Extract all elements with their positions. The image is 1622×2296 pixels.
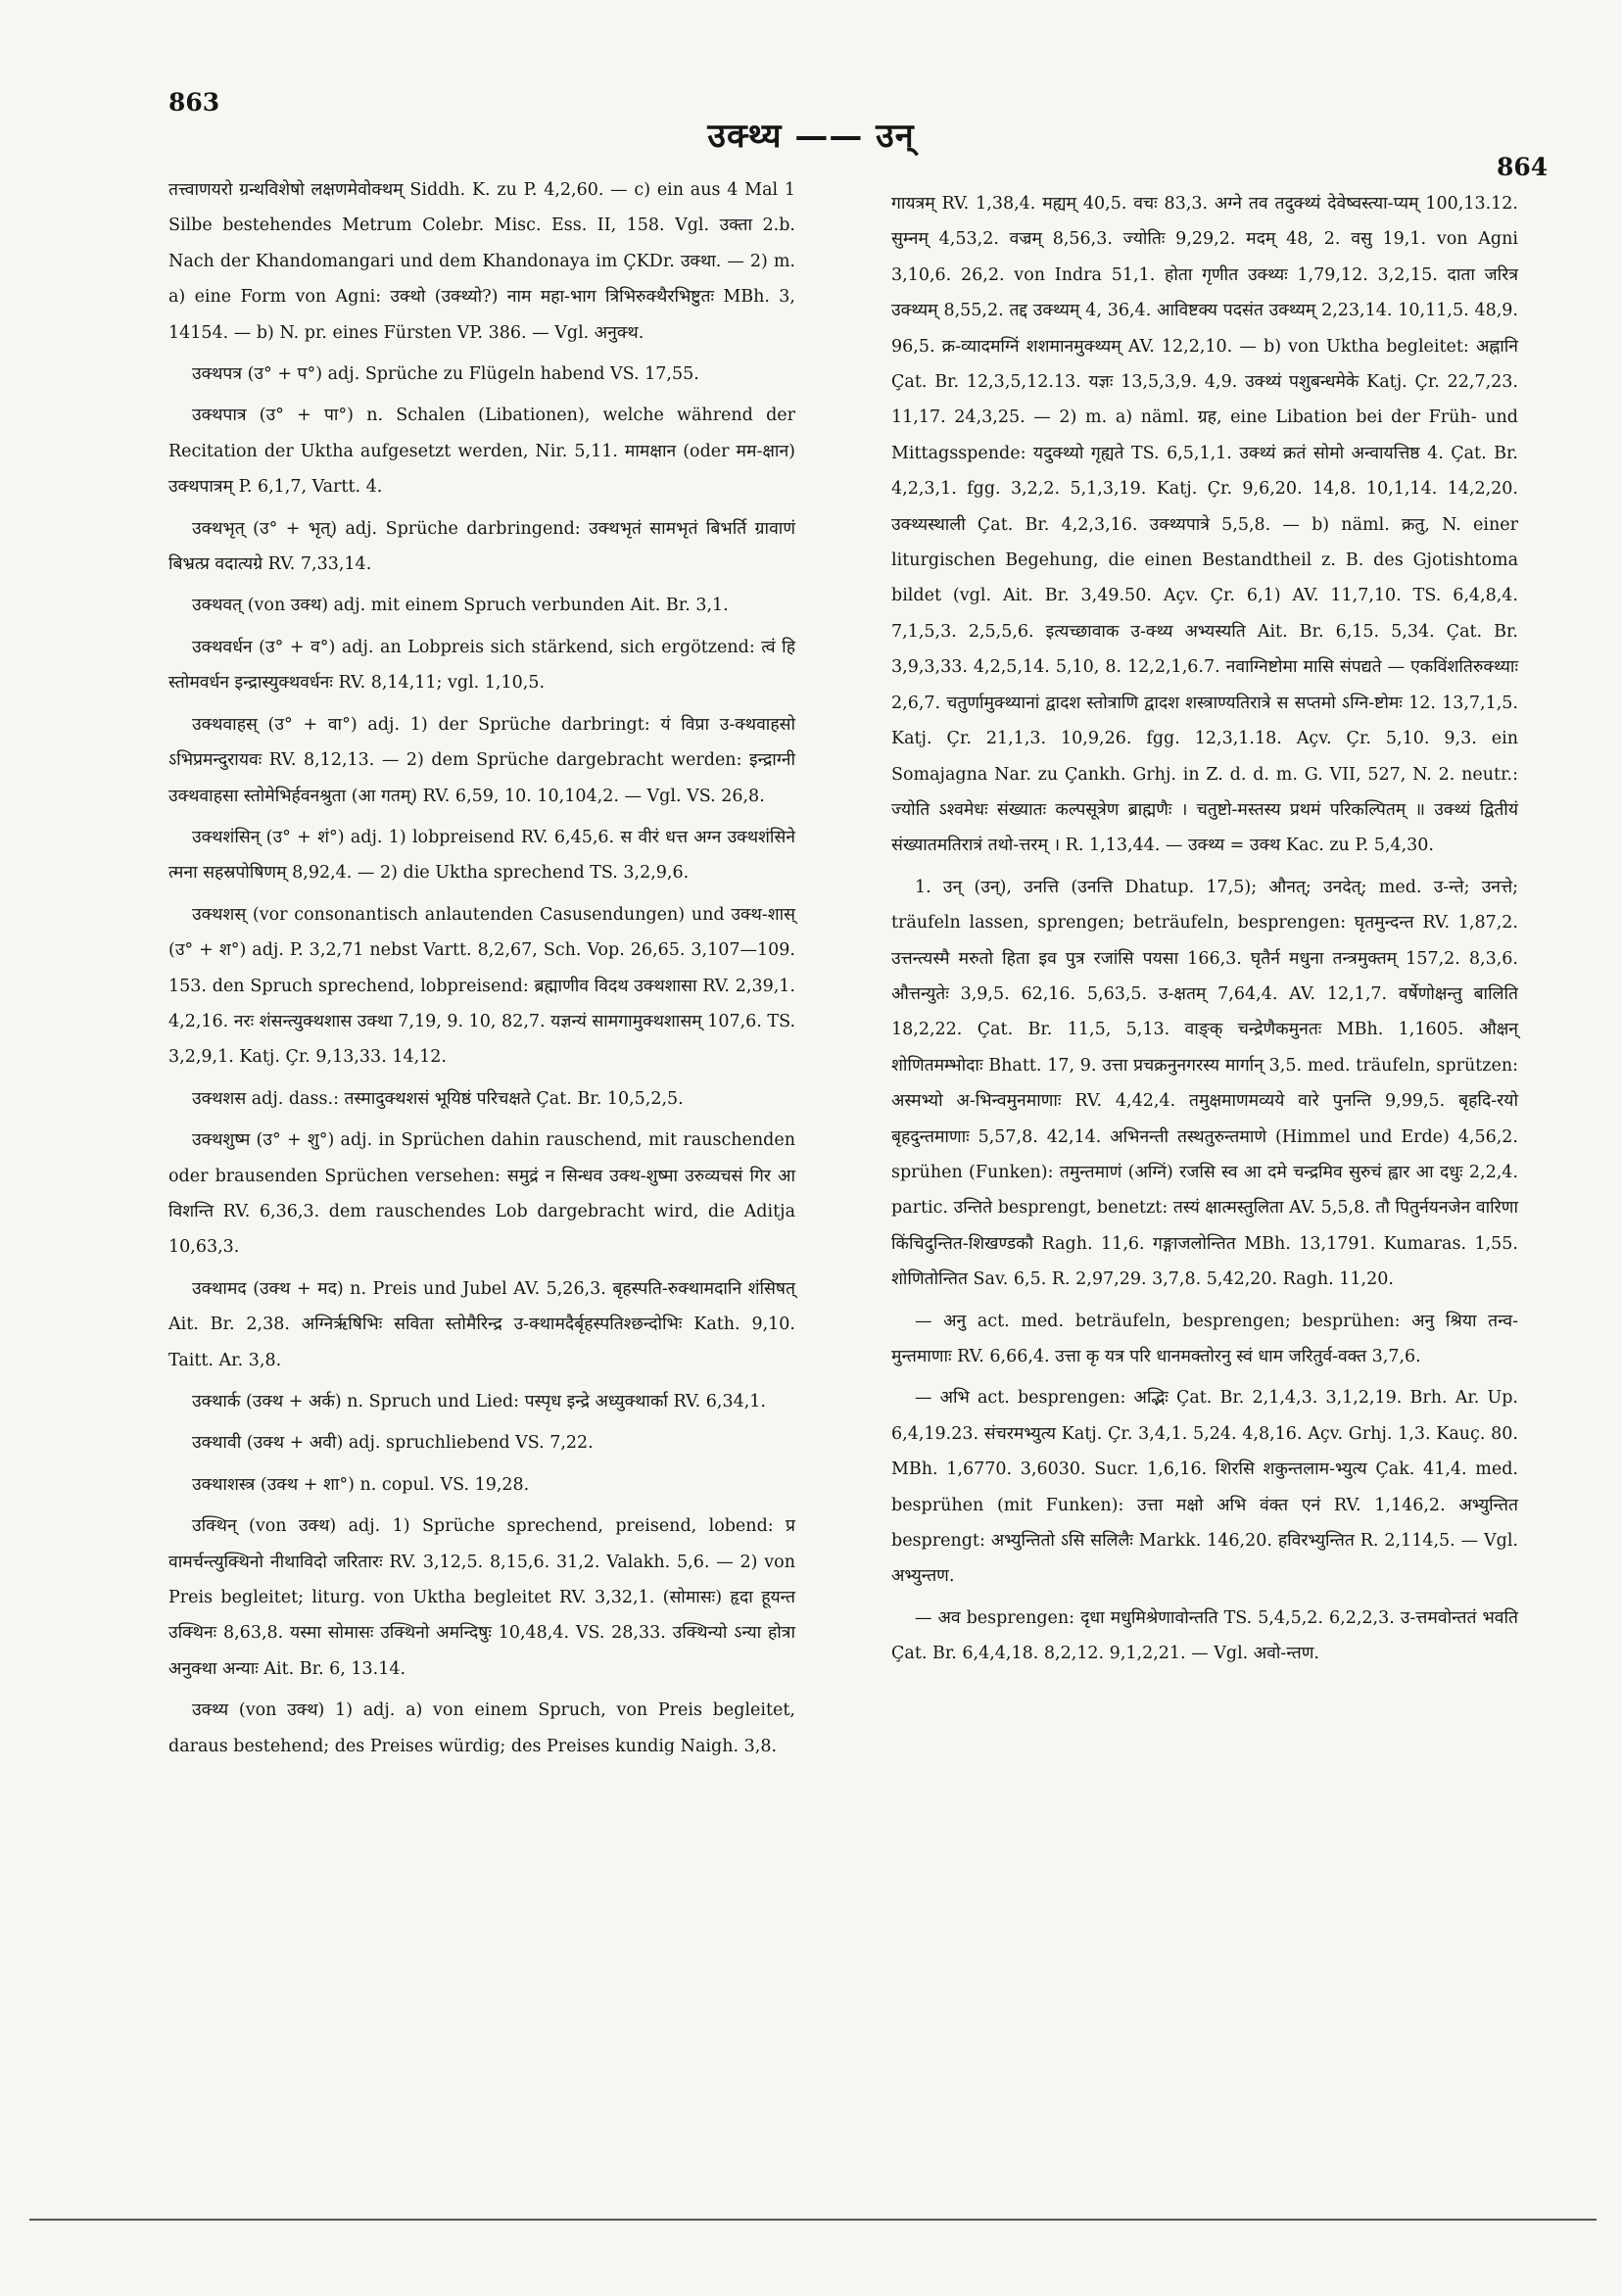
left-column	[168, 172, 795, 1764]
entry: उक्थभृत् (उ° + भृत्) adj. Sprüche darbringend: उक्थभृतं सामभृतं बिभर्ति ग्रावाणं बिभ्रत्प्र वदात्यग्रे RV. 7,33,14.	[168, 518, 795, 575]
entry: उक्थवर्धन (उ° + व°) adj. an Lobpreis sich stärkend, sich ergötzend: त्वं हि स्तोमवर्धन इन्द्रास्युक्थवर्धनः RV. 8,14,11; vgl. 1,10,5.	[168, 637, 795, 694]
bottom-rule	[29, 2219, 1597, 2221]
entry: उक्थिन् (von उक्थ) adj. 1) Sprüche sprechend, preisend, lobend: प्र वामर्चन्त्युक्थिनो नीथाविदो जरितारः RV. 3,12,5. 8,15,6. 31,2. Valakh. 5,6. — 2) von Preis begleitet; liturg. von Uktha begleitet RV. 3,32,1. (सोमासः) हृदा हूयन्त उक्थिनः 8,63,8. यस्मा सोमासः उक्थिनो अमन्दिषुः 10,48,4. VS. 28,33. उक्थिन्यो ऽन्या होत्रा अनुक्था अन्याः Ait. Br. 6, 13.14.	[168, 1516, 795, 1679]
entry: उक्थाशस्त्र (उक्थ + शा°) n. copul. VS. 19,28.	[192, 1474, 530, 1495]
entry: उक्थपात्र (उ° + पा°) n. Schalen (Libationen), welche während der Recitation der Uktha aufgesetzt werden, Nir. 5,11. मामक्षान (oder मम-क्षान) उक्थपात्रम् P. 6,1,7, Vartt. 4.	[168, 406, 795, 498]
running-head: उक्थ्य —— उन्	[707, 117, 915, 156]
right-column	[891, 186, 1518, 1672]
entry: उक्थशस adj. dass.: तस्मादुक्थशसं भूयिष्ठं परिचक्षते Çat. Br. 10,5,2,5.	[192, 1088, 684, 1109]
sub-entry: — अनु act. med. beträufeln, besprengen; besprühen: अनु श्रिया तन्व-मुन्तमाणाः RV. 6,66,4. उत्ता कृ यत्र परि धानमक्तोरनु स्वं धाम जरितुर्व-वक्त 3,7,6.	[891, 1311, 1518, 1366]
entry: उक्थ्य (von उक्थ) 1) adj. a) von einem Spruch, von Preis begleitet, daraus bestehend; des Preises würdig; des Preises kundig Naigh. 3,8.	[168, 1700, 795, 1756]
entry: उक्थार्क (उक्थ + अर्क) n. Spruch und Lied: पस्पृध इन्द्रे अध्युक्थार्का RV. 6,34,1.	[192, 1392, 766, 1411]
entry: उक्थामद (उक्थ + मद) n. Preis und Jubel AV. 5,26,3. बृहस्पति-रुक्थामदानि शंसिषत् Ait. Br. 2,38. अग्निर्ऋषिभिः सविता स्तोमैरिन्द्र उ-क्थामदैर्बृहस्पतिश्छन्दोभिः Kath. 9,10. Taitt. Ar. 3,8.	[168, 1278, 795, 1370]
entry: उक्थशंसिन् (उ° + शं°) adj. 1) lobpreisend RV. 6,45,6. स वीरं धत्त अग्न उक्थशंसिने त्मना सहस्रपोषिणम् 8,92,4. — 2) die Uktha sprechend TS. 3,2,9,6.	[168, 827, 795, 884]
entry: उक्थावी (उक्थ + अवी) adj. spruchliebend VS. 7,22.	[192, 1433, 594, 1454]
entry-continuation: गायत्रम् RV. 1,38,4. मह्यम् 40,5. वचः 83,3. अग्ने तव तदुक्थ्यं देवेष्वस्त्या-प्यम् 100,13.12. सुम्नम् 4,53,2. वज्रम् 8,56,3. ज्योतिः 9,29,2. मदम् 48, 2. वसु 19,1. von Agni 3,10,6. 26,2. von Indra 51,1. होता गृणीत उक्थ्यः 1,79,12. 3,2,15. दाता जरित्र उक्थ्यम् 8,55,2. तद्द उक्थ्यम् 4, 36,4. आविष्टक्य पदसंत उक्थ्यम् 2,23,14. 10,11,5. 48,9. 96,5. क्र-व्यादमग्निं शशमानमुक्थ्यम् AV. 12,2,10. — b) von Uktha begleitet: अह्नानि Çat. Br. 12,3,5,12.13. यज्ञः 13,5,3,9. 4,9. उक्थ्यं पशुबन्धमेके Katj. Çr. 22,7,23. 11,17. 24,3,25. — 2) m. a) näml. ग्रह, eine Libation bei der Früh- und Mittagsspende: यदुक्थ्यो गृह्यते TS. 6,5,1,1. उक्थ्यं क्रतं सोमो अन्वायत्तिष्ठ 4. Çat. Br. 4,2,3,1. fgg. 3,2,2. 5,1,3,19. Katj. Çr. 9,6,20. 14,8. 10,1,14. 14,2,20. उक्थ्यस्थाली Çat. Br. 4,2,3,16. उक्थ्यपात्रे 5,5,8. — b) näml. क्रतु, N. einer liturgischen Begehung, die einen Bestandtheil z. B. des Gjotishtoma bildet (vgl. Ait. Br. 3,49.50. Açv. Çr. 6,1) AV. 11,7,10. TS. 6,4,8,4. 7,1,5,3. 2,5,5,6. इत्यच्छावाक उ-क्थ्य अभ्यस्यति Ait. Br. 6,15. 5,34. Çat. Br. 3,9,3,33. 4,2,5,14. 5,10, 8. 12,2,1,6.7. नवाग्निष्टोमा मासि संपद्यते — एकविंशतिरुक्थ्याः 2,6,7. चतुर्णामुक्थ्यानां द्वादश स्तोत्राणि द्वादश शस्त्राण्यतिरात्रे स सप्तमो ऽग्नि-ष्टोमः 12. 13,7,1,5. Katj. Çr. 21,1,3. 10,9,26. fgg. 12,3,1.18. Açv. Çr. 5,10. 9,3. ein Somajagna Nar. zu Çankh. Grhj. in Z. d. d. m. G. VII, 527, N. 2. neutr.: ज्योति ऽश्वमेधः संख्यातः कल्पसूत्रेण ब्राह्मणैः । चतुष्टो-मस्तस्य प्रथमं परिकल्पितम् ॥ उक्थ्यं द्वितीयं संख्यातमतिरात्रं तथो-त्तरम् । R. 1,13,44. — उक्थ्य = उक्थ Kac. zu P. 5,4,30.	[891, 194, 1518, 856]
entry: उक्थवत् (von उक्थ) adj. mit einem Spruch verbunden Ait. Br. 3,1.	[192, 596, 729, 616]
entry: उक्थशुष्म (उ° + शु°) adj. in Sprüchen dahin rauschend, mit rauschenden oder brausenden Sprüchen versehen: समुद्रं न सिन्धव उक्थ-शुष्मा उरुव्यचसं गिर आ विशन्ति RV. 6,36,3. dem rauschendes Lob dargebracht wird, die Aditja 10,63,3.	[168, 1130, 795, 1258]
entry: उक्थपत्र (उ° + प°) adj. Sprüche zu Flügeln habend VS. 17,55.	[192, 364, 699, 385]
sub-entry: — अभि act. besprengen: अद्भिः Çat. Br. 2,1,4,3. 3,1,2,19. Brh. Ar. Up. 6,4,19.23. संचरमभ्युत्य Katj. Çr. 3,4,1. 5,24. 4,8,16. Açv. Grhj. 1,3. Kauç. 80. MBh. 1,6770. 3,6030. Sucr. 1,6,16. शिरसि शकुन्तलाम-भ्युत्य Çak. 41,4. med. besprühen (mit Funken): उत्ता मक्षो अभि वंक्त एनं RV. 1,146,2. अभ्युन्तित besprengt: अभ्युन्तितो ऽसि सलिलैः Markk. 146,20. हविरभ्युन्तित R. 2,114,5. — Vgl. अभ्युन्तण.	[891, 1388, 1518, 1587]
left-page-number: 863	[168, 88, 220, 117]
entry: 1. उन् (उन्), उनत्ति (उनत्ति Dhatup. 17,5); औनत्; उनदेत्; med. उ-न्ते; उनत्ते; träufeln lassen, sprengen; beträufeln, besprengen: घृतमुन्दन्त RV. 1,87,2. उत्तन्त्यस्मै मरुतो हिता इव पुत्र रजांसि पयसा 166,3. घृतैर्न मधुना तन्त्रमुक्तम् 157,2. 8,3,6. औत्तन्युतेः 3,9,5. 62,16. 5,63,5. उ-क्षतम् 7,64,4. AV. 12,1,7. वर्षेणोक्षन्तु बालिति 18,2,22. Çat. Br. 11,5, 5,13. वाङ्क् चन्द्रेणैकमुनतः MBh. 1,1605. औक्षन् शोणितमम्भोदाः Bhatt. 17, 9. उत्ता प्रचक्रनुनगरस्य मार्गान् 3,5. med. träufeln, sprützen: अस्मभ्यो अ-भिन्वमुनमाणाः RV. 4,42,4. तमुक्षमाणमव्यये वारे पुनन्ति 9,99,5. बृहदि-रयो बृहदुन्तमाणाः 5,57,8. 42,14. अभिनन्ती तस्थतुरुन्तमाणे (Himmel und Erde) 4,56,2. sprühen (Funken): तमुन्तमाणं (अग्निं) रजसि स्व आ दमे चन्द्रमिव सुरुचं ह्वार आ दधुः 2,2,4. partic. उन्तिते besprengt, benetzt: तस्यं क्षात्मस्तुलिता AV. 5,5,8. तौ पितुर्नयनजेन वारिणा किंचिदुन्तित-शिखण्डकौ Ragh. 11,6. गङ्गाजलोन्तित MBh. 13,1791. Kumaras. 1,55. शोणितोन्तित Sav. 6,5. R. 2,97,29. 3,7,8. 5,42,20. Ragh. 11,20.	[891, 877, 1518, 1290]
sub-entry: — अव besprengen: दृधा मधुमिश्रेणावोन्तति TS. 5,4,5,2. 6,2,2,3. उ-त्तमवोन्ततं भवति Çat. Br. 6,4,4,18. 8,2,12. 9,1,2,21. — Vgl. अवो-न्तण.	[891, 1607, 1518, 1664]
entry: उक्थवाहस् (उ° + वा°) adj. 1) der Sprüche darbringt: यं विप्रा उ-क्थवाहसो ऽभिप्रमन्दुरायवः RV. 8,12,13. — 2) dem Sprüche dargebracht werden: इन्द्राग्नी उक्थवाहसा स्तोमेभिर्हवनश्रुता (आ गतम्) RV. 6,59, 10. 10,104,2. — Vgl. VS. 26,8.	[168, 714, 795, 806]
right-page-number: 864	[1497, 153, 1549, 181]
entry-continuation: तत्त्वाणयरो ग्रन्थविशेषो लक्षणमेवोक्थम् Siddh. K. zu P. 4,2,60. — c) ein aus 4 Mal 1 Silbe bestehendes Metrum Colebr. Misc. Ess. II, 158. Vgl. उक्ता 2.b. Nach der Khandomangari und dem Khandonaya im ÇKDr. उक्था. — 2) m. a) eine Form von Agni: उक्थो (उक्थ्यो?) नाम महा-भाग त्रिभिरुक्थैरभिष्टुतः MBh. 3, 14154. — b) N. pr. eines Fürsten VP. 386. — Vgl. अनुक्थ.	[168, 180, 795, 343]
entry: उक्थशस् (vor consonantisch anlautenden Casusendungen) und उक्थ-शास् (उ° + श°) adj. P. 3,2,71 nebst Vartt. 8,2,67, Sch. Vop. 26,65. 3,107—109. 153. den Spruch sprechend, lobpreisend: ब्रह्माणीव विदथ उक्थशासा RV. 2,39,1. 4,2,16. नरः शंसन्त्युक्थशास उक्था 7,19, 9. 10, 82,7. यज्ञन्यं सामगामुक्थशासम् 107,6. TS. 3,2,9,1. Katj. Çr. 9,13,33. 14,12.	[168, 904, 796, 1068]
